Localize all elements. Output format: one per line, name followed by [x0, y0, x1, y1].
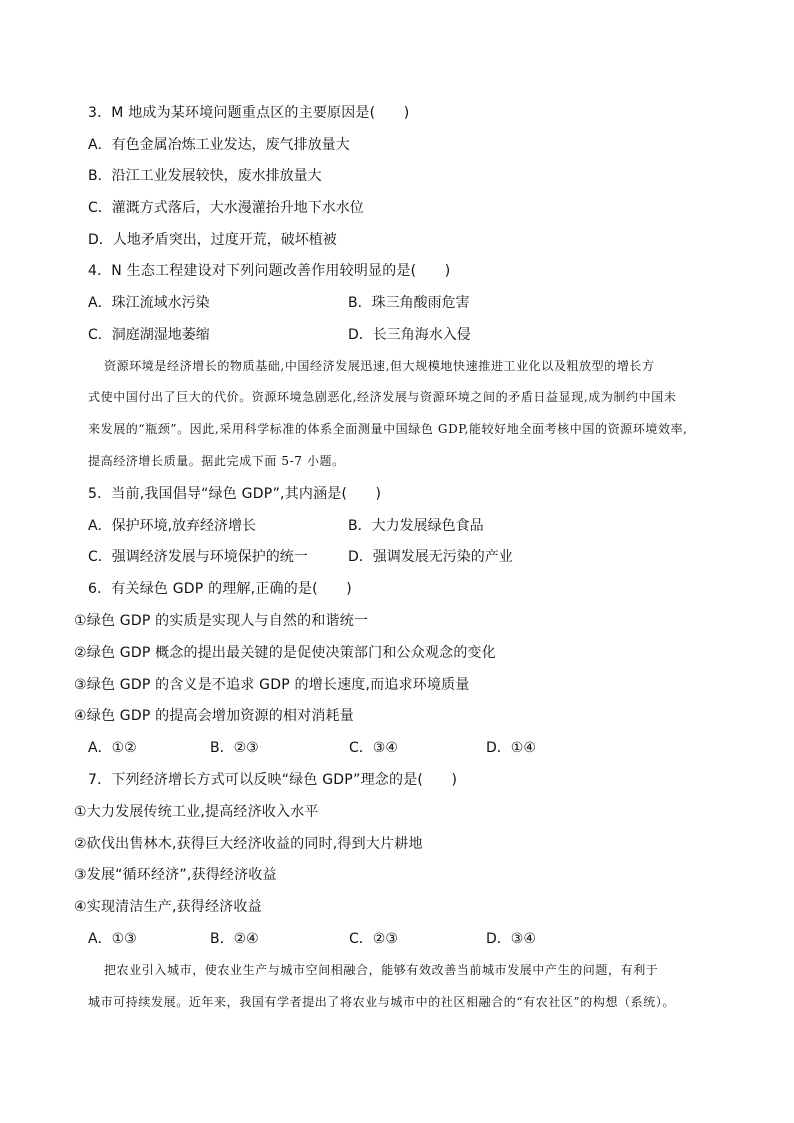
question-6-statement-4: ④绿色 GDP 的提高会增加资源的相对消耗量	[74, 708, 354, 724]
passage-2-line-1: 把农业引入城市，使农业生产与城市空间相融合，能够有效改善当前城市发展中产生的问题，有利于	[104, 963, 659, 977]
question-7-option-c: C．②③	[349, 931, 398, 947]
question-6-statement-1: ①绿色 GDP 的实质是实现人与自然的和谐统一	[74, 613, 369, 629]
question-6-option-d: D．①④	[486, 740, 536, 756]
question-7-option-b: B．②④	[210, 931, 259, 947]
question-7-statement-3: ③发展“循环经济”,获得经济收益	[74, 867, 277, 883]
passage-1-line-3: 来发展的“瓶颈”。因此,采用科学标准的体系全面测量中国绿色 GDP,能较好地全面考核中国的资源环境效率,	[88, 422, 688, 436]
question-3-option-c: C．灌溉方式落后，大水漫灌抬升地下水水位	[88, 200, 364, 216]
question-6-option-c: C．③④	[349, 740, 398, 756]
question-6-statement-2: ②绿色 GDP 概念的提出最关键的是促使决策部门和公众观念的变化	[74, 645, 496, 661]
question-3-option-a: A．有色金属冶炼工业发达，废气排放量大	[88, 137, 350, 153]
question-4-stem: 4．N 生态工程建设对下列问题改善作用较明显的是( )	[88, 263, 451, 279]
question-5-option-b: B．大力发展绿色食品	[348, 518, 484, 534]
question-5-option-d: D．强调发展无污染的产业	[348, 549, 513, 565]
question-4-option-b: B．珠三角酸雨危害	[348, 295, 470, 311]
question-6-statement-3: ③绿色 GDP 的含义是不追求 GDP 的增长速度,而追求环境质量	[74, 677, 470, 693]
question-5-option-a: A．保护环境,放弃经济增长	[88, 518, 257, 534]
question-5-stem: 5．当前,我国倡导“绿色 GDP”,其内涵是( )	[88, 486, 382, 502]
question-6-stem: 6．有关绿色 GDP 的理解,正确的是( )	[88, 581, 352, 597]
question-7-statement-1: ①大力发展传统工业,提高经济收入水平	[74, 804, 319, 820]
passage-1-line-1: 资源环境是经济增长的物质基础,中国经济发展迅速,但大规模地快速推进工业化以及粗放型的增长方	[104, 359, 655, 373]
question-7-statement-4: ④实现清洁生产,获得经济收益	[74, 899, 262, 915]
question-4-option-a: A．珠江流域水污染	[88, 295, 210, 311]
question-3-option-d: D．人地矛盾突出，过度开荒，破坏植被	[88, 232, 337, 248]
question-7-stem: 7．下列经济增长方式可以反映“绿色 GDP”理念的是( )	[88, 772, 458, 788]
question-3-stem: 3．M 地成为某环境问题重点区的主要原因是( )	[88, 105, 410, 121]
question-3-option-b: B．沿江工业发展较快，废水排放量大	[88, 168, 322, 184]
passage-1-line-2: 式使中国付出了巨大的代价。资源环境急剧恶化,经济发展与资源环境之间的矛盾日益显现,成为制约中国未	[88, 390, 677, 404]
question-4-option-d: D．长三角海水入侵	[348, 327, 471, 343]
question-5-option-c: C．强调经济发展与环境保护的统一	[88, 549, 308, 565]
passage-1-line-4: 提高经济增长质量。据此完成下面 5-7 小题。	[88, 454, 345, 468]
passage-2-line-2: 城市可持续发展。近年来，我国有学者提出了将农业与城市中的社区相融合的“有农社区”的构想（系统）。	[88, 995, 676, 1009]
question-7-option-d: D．③④	[486, 931, 536, 947]
question-6-option-b: B．②③	[210, 740, 259, 756]
question-7-statement-2: ②砍伐出售林木,获得巨大经济收益的同时,得到大片耕地	[74, 836, 423, 852]
question-7-option-a: A．①③	[88, 931, 137, 947]
question-4-option-c: C．洞庭湖湿地萎缩	[88, 327, 210, 343]
question-6-option-a: A．①②	[88, 740, 137, 756]
